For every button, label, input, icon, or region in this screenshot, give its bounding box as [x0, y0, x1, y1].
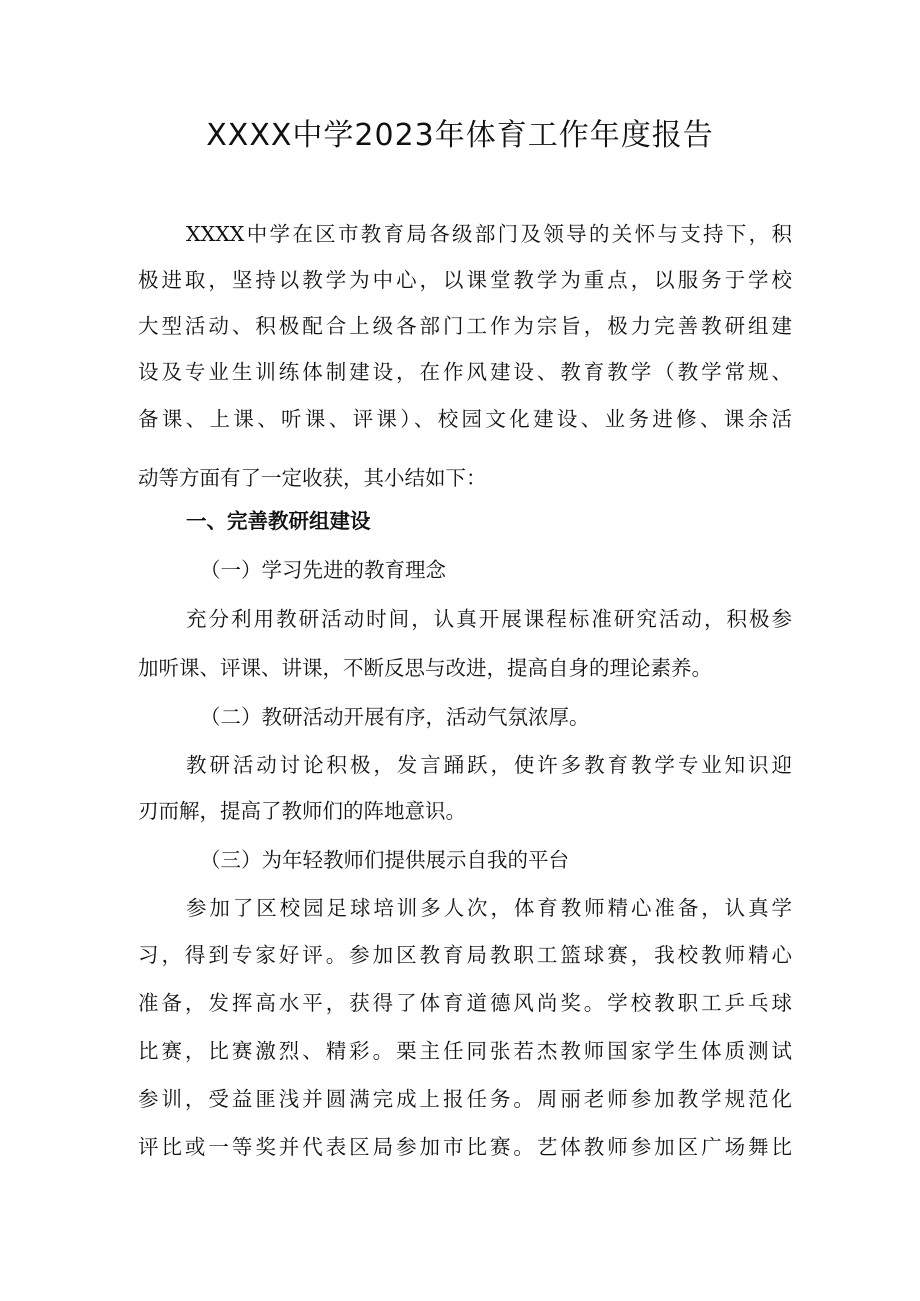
subsection-heading: （三）为年轻教师们提供展示自我的平台	[200, 848, 569, 872]
paragraph-line: 极进取，坚持以教学为中心，以课堂教学为重点，以服务于学校	[138, 268, 792, 292]
paragraph-line: 备课、上课、听课、评课）、校园文化建设、业务进修、课余活	[138, 407, 792, 431]
paragraph-line: 参加了区校园足球培训多人次，体育教师精心准备，认真学	[186, 896, 792, 920]
section-heading: 一、完善教研组建设	[186, 509, 371, 533]
document-title: XXXX中学2023年体育工作年度报告	[206, 118, 714, 153]
paragraph-line: 评比或一等奖并代表区局参加市比赛。艺体教师参加区广场舞比	[138, 1135, 792, 1159]
paragraph-line: 比赛，比赛激烈、精彩。栗主任同张若杰教师国家学生体质测试	[138, 1039, 792, 1063]
paragraph-line: 习，得到专家好评。参加区教育局教职工篮球赛，我校教师精心	[138, 943, 792, 967]
subsection-heading: （一）学习先进的教育理念	[200, 558, 446, 582]
paragraph-line: 充分利用教研活动时间，认真开展课程标准研究活动，积极参	[186, 607, 792, 631]
subsection-heading: （二）教研活动开展有序，活动气氛浓厚。	[200, 705, 590, 729]
paragraph-line: XXXX中学在区市教育局各级部门及领导的关怀与支持下，积	[186, 222, 792, 246]
paragraph-line: 大型活动、积极配合上级各部门工作为宗旨，极力完善教研组建	[138, 314, 792, 338]
paragraph-line: 准备，发挥高水平，获得了体育道德风尚奖。学校教职工乒乓球	[138, 991, 792, 1015]
paragraph-line: 刃而解，提高了教师们的阵地意识。	[138, 799, 466, 823]
paragraph-line: 设及专业生训练体制建设，在作风建设、教育教学（教学常规、	[138, 360, 792, 384]
paragraph-line: 教研活动讨论积极，发言踊跃，使许多教育教学专业知识迎	[186, 753, 792, 777]
paragraph-line: 参训，受益匪浅并圆满完成上报任务。周丽老师参加教学规范化	[138, 1087, 792, 1111]
paragraph-line: 加听课、评课、讲课，不断反思与改进，提高自身的理论素养。	[138, 656, 712, 680]
paragraph-line: 动等方面有了一定收获，其小结如下：	[138, 466, 487, 490]
